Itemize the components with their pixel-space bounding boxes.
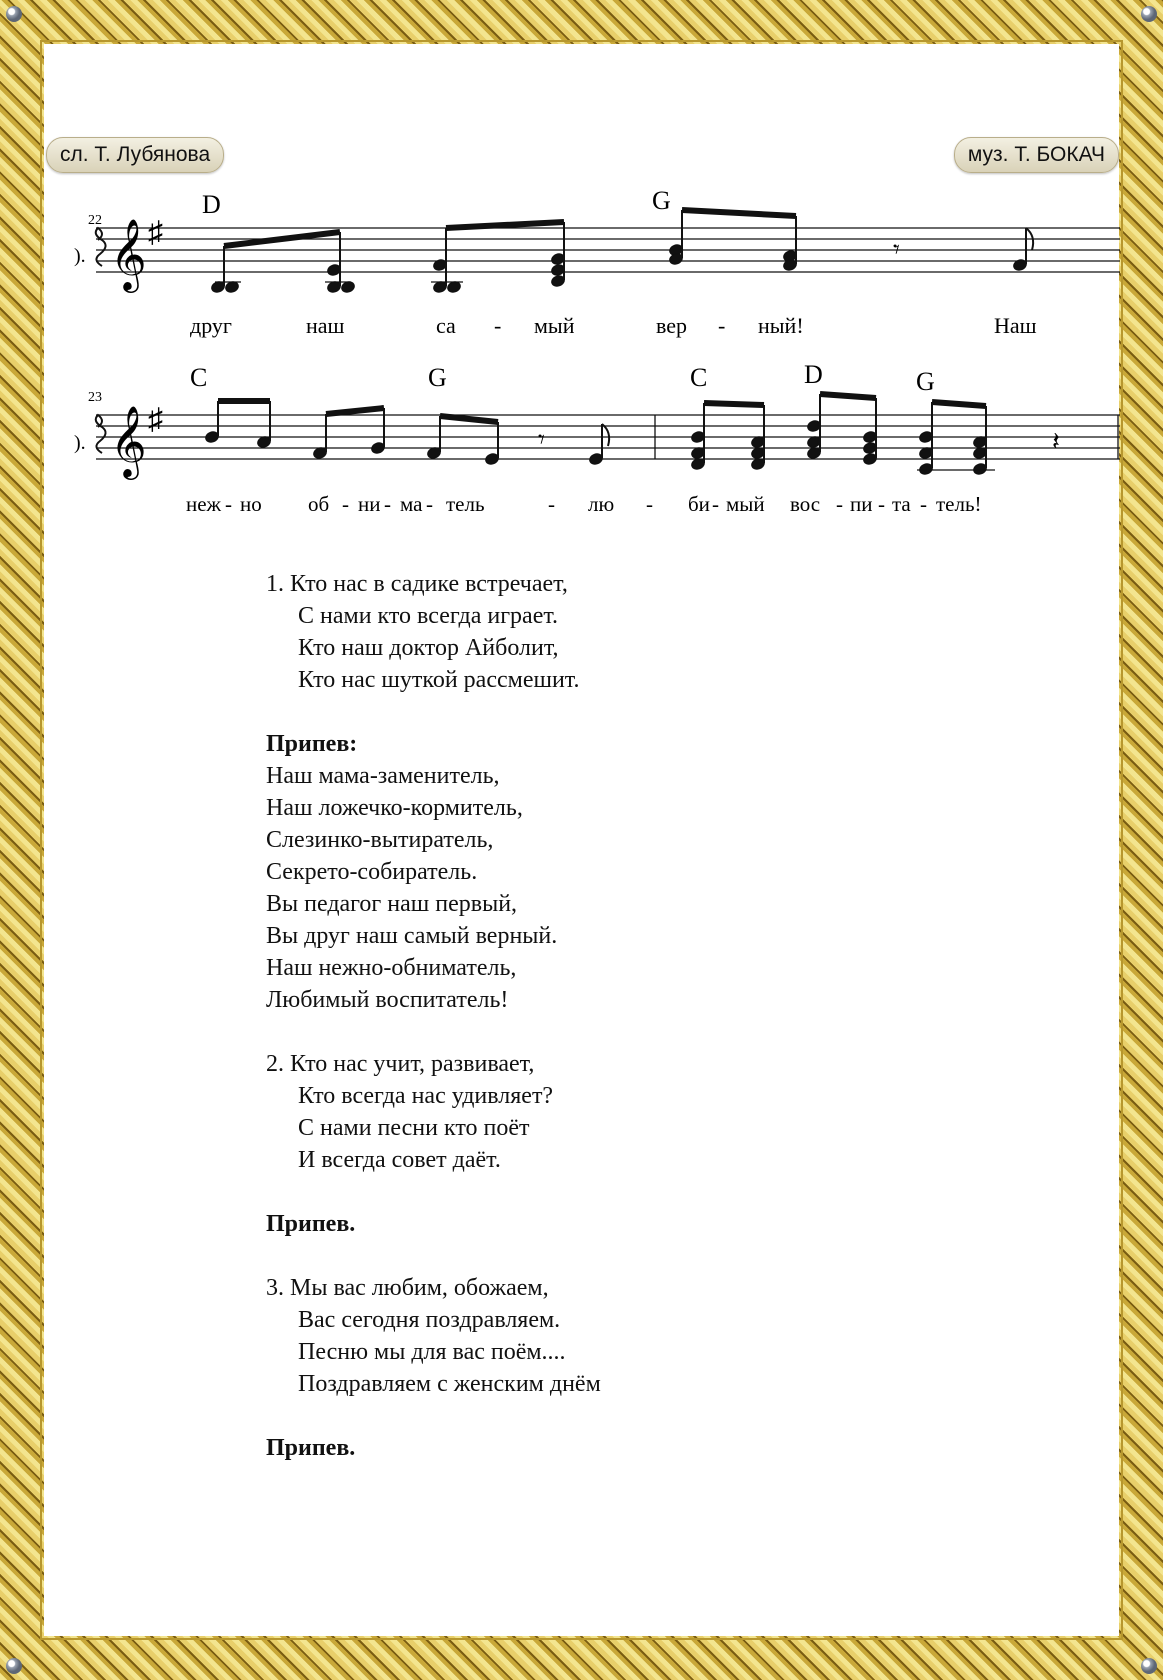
lyric-text: Мы вас любим, обожаем, (290, 1275, 549, 1301)
lyric-line: Вы педагог наш первый, (266, 891, 518, 917)
lyric-line: Вас сегодня поздравляем. (298, 1307, 561, 1333)
refrain-label: Припев. (266, 1435, 356, 1461)
syllable: ный! (758, 313, 804, 338)
chord-label: G (916, 367, 935, 396)
lyric-line: Кто всегда нас удивляет? (298, 1083, 554, 1109)
syllable: мый (534, 313, 575, 338)
lyric-line: И всегда совет даёт. (298, 1147, 501, 1173)
chord-label: D (202, 190, 221, 219)
syllable: лю (588, 492, 615, 516)
syllable: друг (190, 313, 232, 338)
staff-system-1 (96, 228, 1120, 272)
refrain-after-verse-3 (266, 1432, 966, 1464)
lyricist-credit: сл. Т. Лубянова (46, 137, 224, 173)
syllable: - (342, 492, 349, 516)
syllable: - (712, 492, 719, 516)
brace-icon (96, 415, 106, 453)
lyric-line (266, 1048, 966, 1080)
syllable: тель (446, 492, 485, 516)
lyric-line: Любимый воспитатель! (266, 987, 509, 1013)
instrument-label-fragment: ). (74, 245, 86, 267)
chord-label: C (190, 363, 208, 392)
notes-system-1 (210, 210, 798, 294)
syllable: - (646, 492, 653, 516)
chord-label: G (652, 186, 671, 215)
measure-number-23: 23 (88, 390, 102, 405)
lyric-text: Кто нас в садике встречает, (290, 571, 568, 597)
syllable: - (225, 492, 232, 516)
lyric-line: Кто наш доктор Айболит, (298, 635, 559, 661)
chord-label: C (690, 363, 708, 392)
verse-3 (266, 1272, 966, 1400)
corner-rivet-icon (6, 1658, 22, 1674)
treble-clef-icon: 𝄞 (110, 408, 147, 476)
lyric-text: Кто нас учит, развивает, (290, 1051, 535, 1077)
staff-system-2 (96, 415, 1120, 459)
syllable: - (548, 492, 555, 516)
chord-label: D (804, 360, 823, 389)
composer-credit: муз. Т. БОКАЧ (954, 137, 1119, 173)
syllable: мый (726, 492, 765, 516)
corner-rivet-icon (1141, 1658, 1157, 1674)
syllable: - (920, 492, 927, 516)
lyric-line: Наш нежно-обниматель, (266, 955, 517, 981)
syllable: Наш (994, 313, 1037, 338)
key-sharp-icon: ♯ (148, 216, 163, 249)
chord-label: G (428, 363, 447, 392)
instrument-label-fragment: ). (74, 432, 86, 454)
syllable: са (436, 313, 456, 338)
lyric-line: Слезинко-вытиратель, (266, 827, 494, 853)
syllable: - (836, 492, 843, 516)
notes-system-2 (204, 394, 995, 476)
lyric-line: Песню мы для вас поём.... (298, 1339, 566, 1365)
refrain-label: Припев. (266, 1211, 356, 1237)
lyric-line: Секрето-собиратель. (266, 859, 478, 885)
treble-clef-icon: 𝄞 (110, 221, 147, 289)
chorus-title: Припев: (266, 731, 358, 757)
eighth-rest-icon: 𝄾 (538, 425, 545, 454)
verse-number: 1. (266, 571, 284, 597)
lyric-line (266, 568, 966, 600)
syllable: - (494, 313, 502, 338)
verse-1 (266, 568, 966, 696)
lyric-line (266, 1272, 966, 1304)
syllable: вос (790, 492, 821, 516)
syllable: тель! (936, 492, 982, 516)
music-score (0, 0, 1163, 540)
verse-2 (266, 1048, 966, 1176)
syllable: ни (358, 492, 381, 516)
key-sharp-icon: ♯ (148, 403, 163, 436)
verse-number: 3. (266, 1275, 284, 1301)
song-lyrics (266, 568, 966, 1496)
syllable: - (718, 313, 726, 338)
lyric-line: Вы друг наш самый верный. (266, 923, 558, 949)
lyric-line: С нами кто всегда играет. (298, 603, 559, 629)
syllable: ма (400, 492, 423, 516)
syllable: - (878, 492, 885, 516)
syllable: наш (306, 313, 345, 338)
verse-number: 2. (266, 1051, 284, 1077)
syllable: вер (656, 313, 688, 338)
measure-number-22: 22 (88, 213, 102, 228)
syllable: неж (186, 492, 222, 516)
lyric-line: Кто нас шуткой рассмешит. (298, 667, 580, 693)
syllable: би (688, 492, 710, 516)
syllable: - (384, 492, 391, 516)
lyric-line: Поздравляем с женским днём (298, 1371, 601, 1397)
lyric-line: Наш мама-заменитель, (266, 763, 500, 789)
quarter-rest-icon: 𝄽 (1052, 427, 1060, 456)
syllable: - (426, 492, 433, 516)
brace-icon (96, 228, 106, 266)
syllable: пи (850, 492, 873, 516)
lyrics-line-1 (190, 313, 1037, 338)
eighth-rest-icon: 𝄾 (893, 235, 900, 264)
lyric-line: Наш ложечко-кормитель, (266, 795, 523, 821)
chorus (266, 728, 966, 1016)
lyric-line: С нами песни кто поёт (298, 1115, 530, 1141)
syllable: но (240, 492, 262, 516)
lyrics-line-2 (186, 492, 982, 516)
syllable: об (308, 492, 330, 516)
refrain-after-verse-2 (266, 1208, 966, 1240)
syllable: та (892, 492, 911, 516)
